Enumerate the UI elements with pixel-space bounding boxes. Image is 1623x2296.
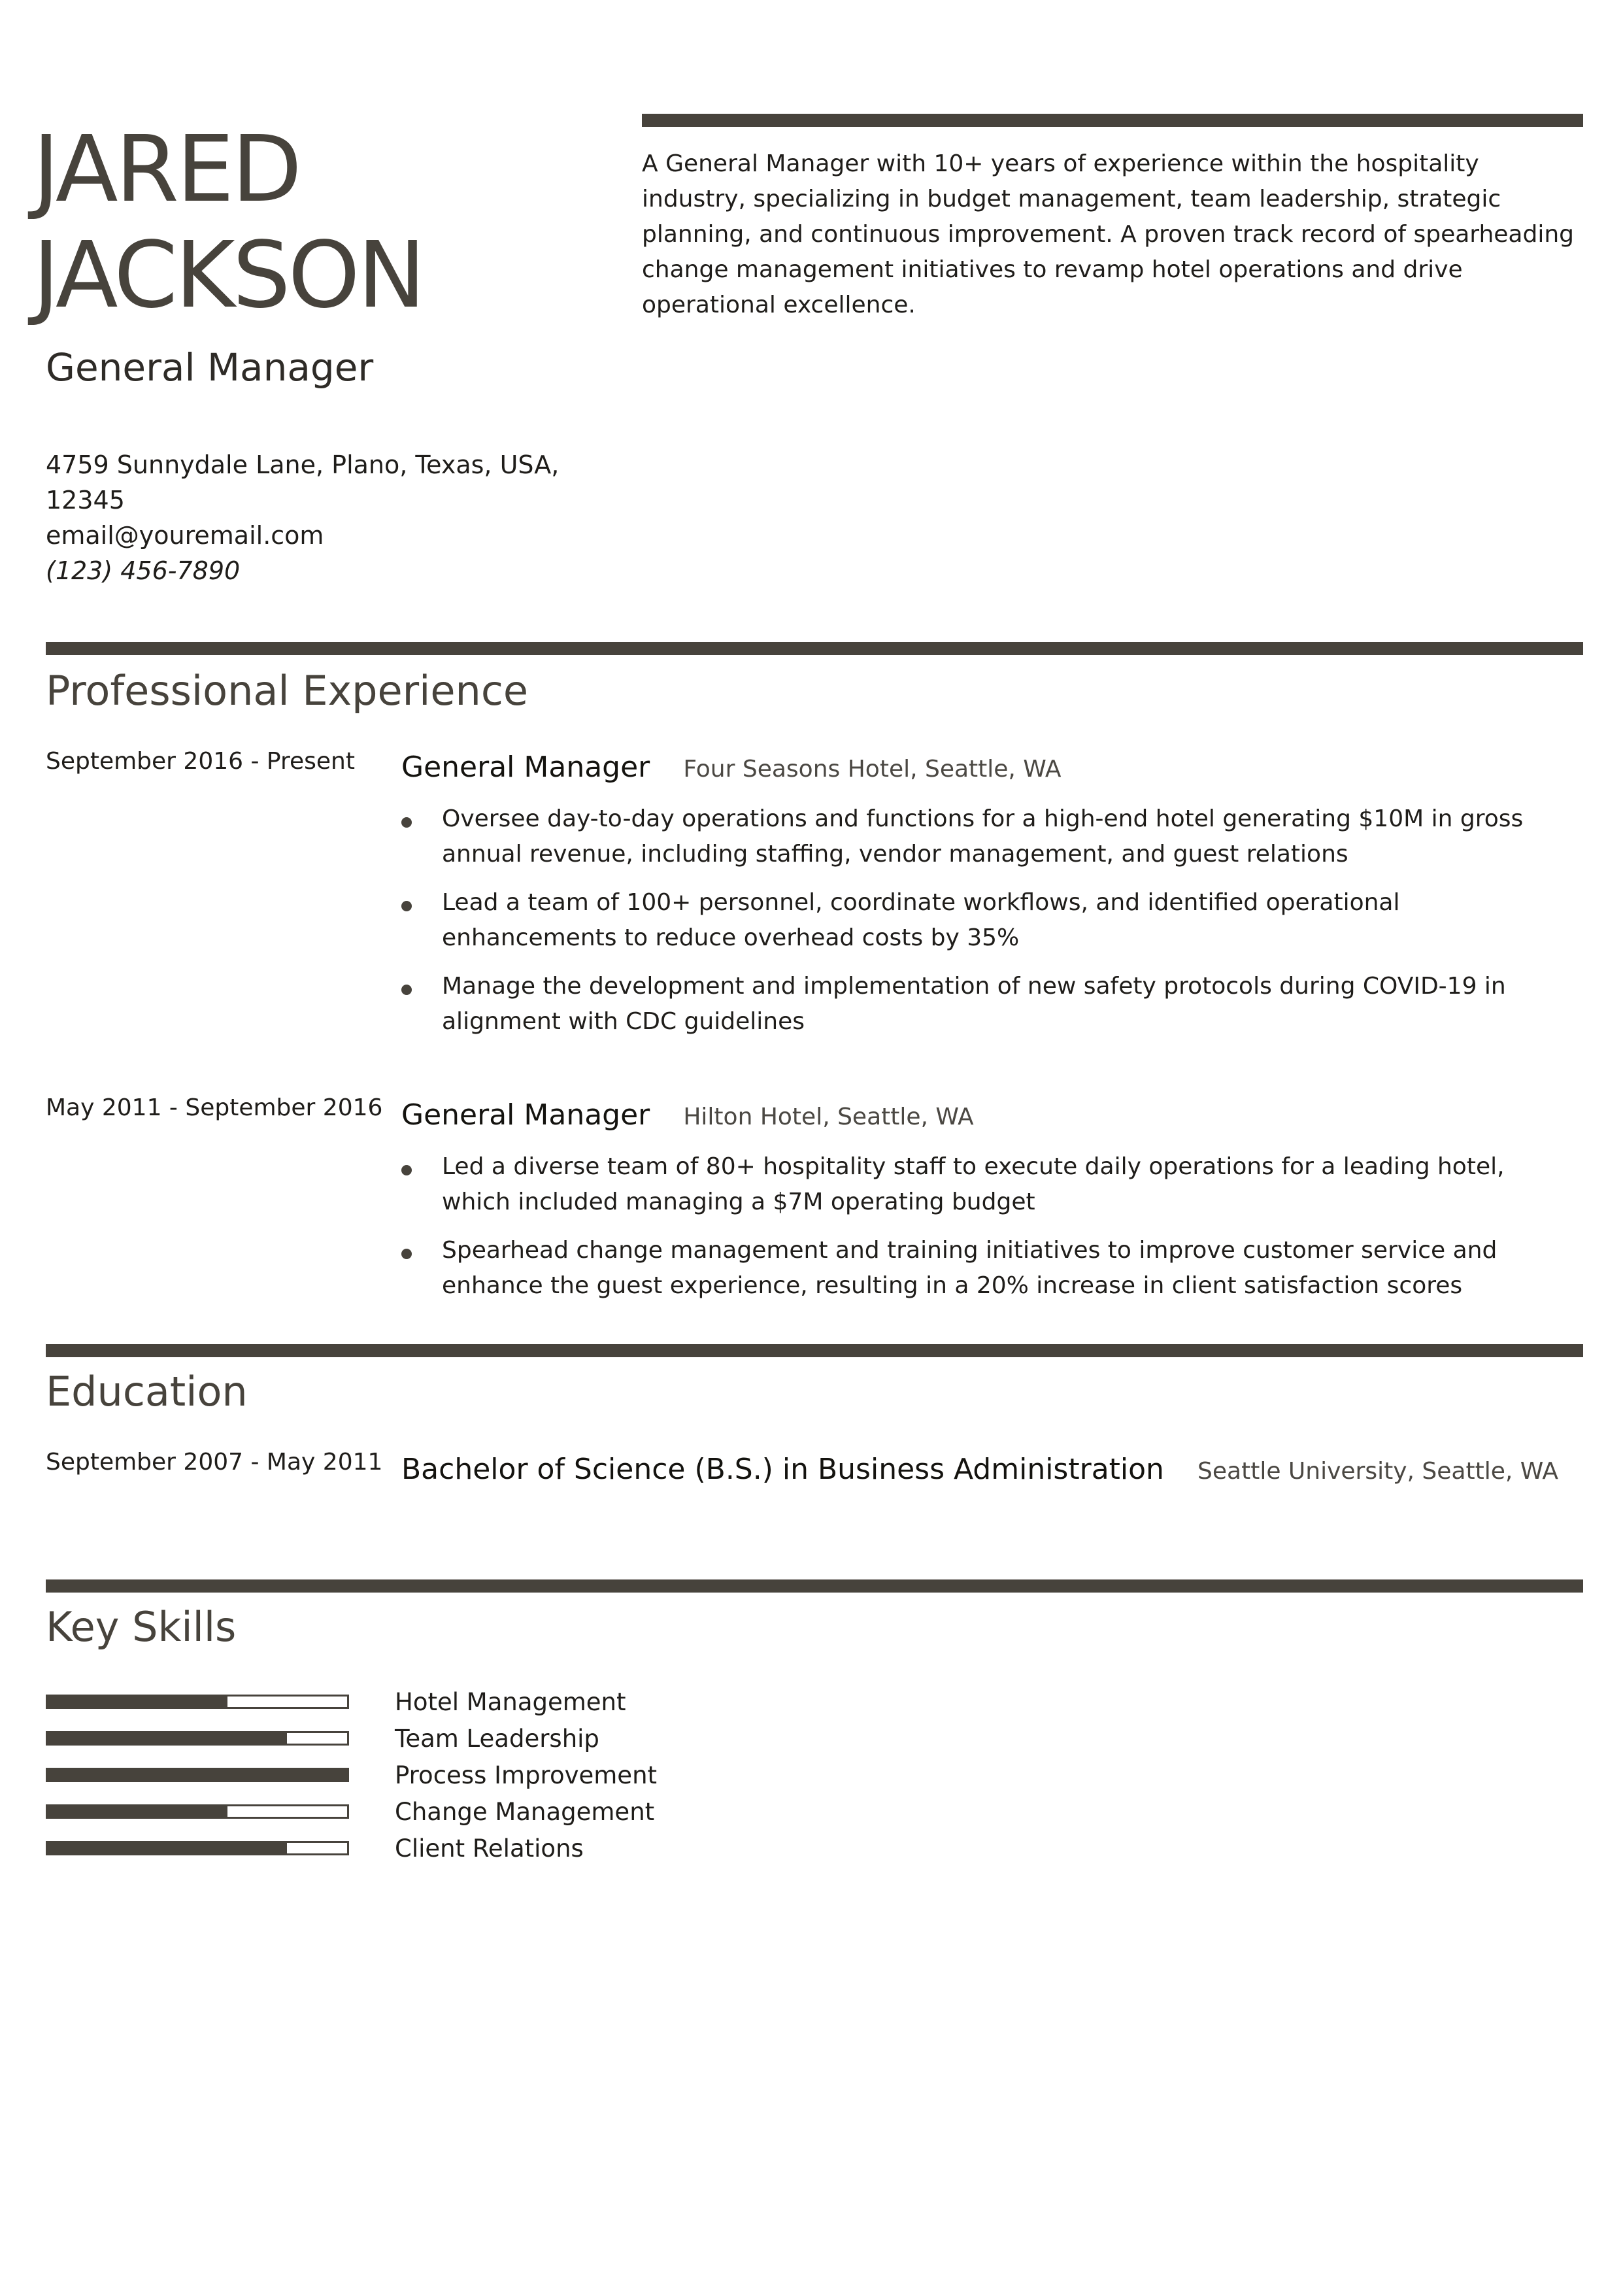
list-item: [401, 1149, 1578, 1220]
skill-level-bar: [46, 1804, 349, 1819]
bullet-text: Lead a team of 100+ personnel, coordinate workflows, and identified operational enhancements to reduce overhead costs by 35%: [442, 889, 1400, 951]
degree-text: Bachelor of Science (B.S.) in Business Administration: [401, 1453, 1164, 1486]
job-title-text: General Manager: [401, 1098, 650, 1132]
skills-divider: [46, 1579, 1583, 1593]
job-dates: September 2016 - Present: [46, 748, 355, 775]
skill-label: Client Relations: [395, 1834, 584, 1863]
bullet-text: Oversee day-to-day operations and functions for a high-end hotel generating $10M in gross annual revenue, including staffing, vendor management, and guest relations: [442, 805, 1524, 868]
skill-label: Change Management: [395, 1798, 655, 1826]
bullet-dot-icon: [401, 817, 412, 828]
list-item: [401, 1233, 1578, 1304]
skill-level-fill: [48, 1733, 287, 1744]
phone-text: (123) 456-7890: [46, 556, 241, 585]
skill-level-bar: [46, 1731, 349, 1746]
skill-level-fill: [48, 1770, 347, 1780]
summary-text: A General Manager with 10+ years of experience within the hospitality industry, specializing in budget management, team leadership, strategic planning, and continuous improvement. A proven track record of spearheading change management initiatives to revamp hotel operations and drive operational excellence.: [642, 150, 1574, 318]
job-title: General Manager: [46, 345, 374, 390]
address-line-1: 4759 Sunnydale Lane, Plano, Texas, USA,: [46, 450, 560, 479]
experience-divider: [46, 642, 1583, 655]
skill-row: [46, 1757, 765, 1794]
skill-label: Team Leadership: [395, 1725, 599, 1753]
list-item: [401, 885, 1578, 956]
job-title-text: General Manager: [401, 751, 650, 784]
last-name: JACKSON: [33, 222, 424, 329]
skill-label: Hotel Management: [395, 1688, 626, 1716]
contact-block: [46, 447, 559, 588]
skill-level-bar: [46, 1695, 349, 1709]
skill-row: [46, 1794, 765, 1831]
skills-heading: Key Skills: [46, 1603, 237, 1651]
bullet-text: Manage the development and implementation of new safety protocols during COVID-19 in alignment with CDC guidelines: [442, 973, 1506, 1035]
bullet-dot-icon: [401, 1165, 412, 1175]
skill-row: [46, 1831, 765, 1867]
bullet-dot-icon: [401, 901, 412, 911]
job-company: Hilton Hotel, Seattle, WA: [683, 1104, 974, 1130]
job-header: [401, 751, 1062, 784]
job-bullets: [401, 802, 1578, 1053]
skill-level-fill: [48, 1806, 227, 1817]
list-item: [401, 969, 1578, 1039]
summary-divider: [642, 114, 1583, 127]
education-header: [401, 1453, 1558, 1486]
bullet-text: Spearhead change management and training initiatives to improve customer service and enhance the guest experience, resulting in a 20% increase in client satisfaction scores: [442, 1237, 1498, 1299]
email-text: email@youremail.com: [46, 521, 324, 550]
skill-row: [46, 1684, 765, 1721]
school-text: Seattle University, Seattle, WA: [1197, 1458, 1558, 1485]
job-dates: May 2011 - September 2016: [46, 1094, 383, 1121]
skill-label: Process Improvement: [395, 1761, 658, 1789]
list-item: [401, 802, 1578, 872]
skill-level-fill: [48, 1843, 287, 1853]
education-heading: Education: [46, 1368, 248, 1415]
skill-level-bar: [46, 1768, 349, 1782]
address-line-2: 12345: [46, 486, 125, 515]
bullet-dot-icon: [401, 1249, 412, 1259]
job-header: [401, 1098, 974, 1132]
education-divider: [46, 1344, 1583, 1357]
bullet-dot-icon: [401, 985, 412, 995]
skill-row: [46, 1721, 765, 1757]
skill-level-fill: [48, 1697, 227, 1707]
education-dates: September 2007 - May 2011: [46, 1449, 383, 1476]
bullet-text: Led a diverse team of 80+ hospitality staff to execute daily operations for a leading hotel, which included managing a $7M operating budget: [442, 1153, 1505, 1215]
first-name: JARED: [33, 116, 300, 223]
job-bullets: [401, 1149, 1578, 1317]
job-company: Four Seasons Hotel, Seattle, WA: [683, 756, 1062, 783]
experience-heading: Professional Experience: [46, 667, 529, 715]
skill-level-bar: [46, 1841, 349, 1855]
